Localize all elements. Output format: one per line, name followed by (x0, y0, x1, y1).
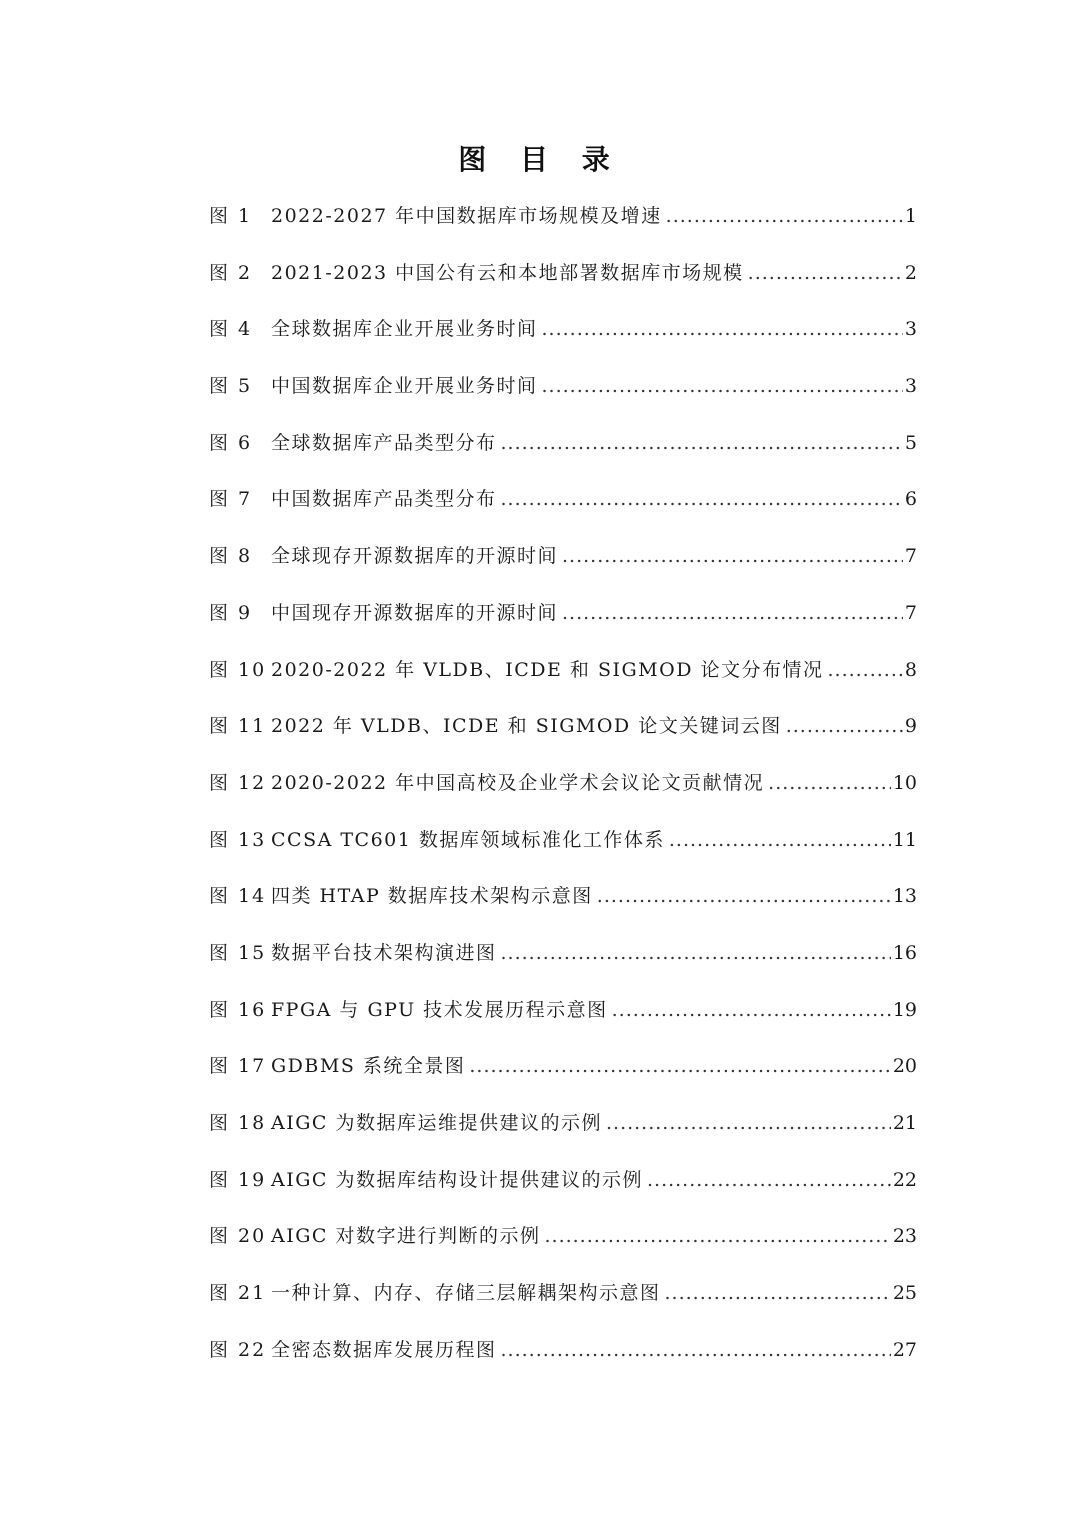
figure-number: 图 8 (209, 545, 253, 568)
figure-title: AIGC 为数据库结构设计提供建议的示例 (271, 1168, 643, 1191)
figure-number: 图 4 (209, 318, 253, 341)
figure-number: 图 7 (209, 488, 253, 511)
toc-entry[interactable] (209, 642, 917, 699)
toc-entry[interactable] (209, 812, 917, 869)
figure-title: 一种计算、内存、存储三层解耦架构示意图 (271, 1282, 661, 1305)
page-number: 2 (904, 261, 917, 284)
dot-leader (669, 812, 891, 869)
dot-leader (501, 1322, 891, 1379)
page-number: 3 (904, 318, 917, 341)
page-number: 23 (892, 1225, 917, 1248)
toc-entry[interactable] (209, 1265, 917, 1322)
page-number: 21 (892, 1112, 917, 1134)
toc-entry[interactable] (209, 1322, 917, 1379)
toc-entry[interactable] (209, 358, 917, 415)
figure-title: 全球数据库产品类型分布 (271, 431, 497, 454)
toc-entry[interactable] (209, 471, 917, 528)
figure-number: 图 16 (209, 998, 267, 1021)
toc-entry[interactable] (209, 755, 917, 812)
dot-leader (501, 925, 891, 982)
figure-title: CCSA TC601 数据库领域标准化工作体系 (271, 828, 665, 851)
toc-entry[interactable] (209, 698, 917, 755)
figure-title: 中国数据库企业开展业务时间 (271, 375, 538, 398)
dot-leader (827, 642, 902, 699)
page-number: 11 (892, 828, 917, 851)
dot-leader (562, 528, 903, 585)
dot-leader (612, 982, 891, 1039)
toc-entry[interactable] (209, 1095, 917, 1152)
page-number: 5 (904, 431, 917, 454)
dot-leader (665, 1265, 891, 1322)
toc-entry[interactable] (209, 1152, 917, 1209)
figure-number: 图 17 (209, 1055, 267, 1078)
figure-title: 2021-2023 中国公有云和本地部署数据库市场规模 (271, 261, 744, 284)
figure-number: 图 2 (209, 261, 253, 284)
dot-leader (748, 245, 903, 302)
figure-number: 图 9 (209, 601, 253, 624)
figure-title: FPGA 与 GPU 技术发展历程示意图 (271, 998, 608, 1021)
page-number: 7 (904, 601, 917, 624)
figure-list (209, 188, 917, 1378)
figure-number: 图 12 (209, 771, 267, 794)
figure-title: 全密态数据库发展历程图 (271, 1338, 497, 1361)
page-number: 13 (892, 885, 917, 908)
toc-entry[interactable] (209, 868, 917, 925)
page-number: 22 (892, 1168, 917, 1191)
figure-number: 图 21 (209, 1282, 267, 1305)
dot-leader (542, 301, 903, 358)
figure-number: 图 11 (209, 715, 267, 738)
dot-leader (562, 585, 903, 642)
figure-title: 数据平台技术架构演进图 (271, 941, 497, 964)
page-number: 19 (892, 998, 917, 1021)
toc-entry[interactable] (209, 1208, 917, 1265)
figure-number: 图 5 (209, 375, 253, 398)
page-number: 20 (892, 1055, 917, 1078)
figure-number: 图 18 (209, 1112, 267, 1134)
dot-leader (606, 1095, 891, 1152)
figure-number: 图 1 (209, 205, 253, 227)
toc-entry[interactable] (209, 925, 917, 982)
figure-number: 图 14 (209, 885, 267, 908)
figure-number: 图 15 (209, 941, 267, 964)
toc-entry[interactable] (209, 1038, 917, 1095)
figure-title: 全球数据库企业开展业务时间 (271, 318, 538, 341)
dot-leader (768, 755, 891, 812)
figure-title: 四类 HTAP 数据库技术架构示意图 (271, 885, 593, 908)
page-number: 8 (904, 658, 917, 681)
figure-number: 图 19 (209, 1168, 267, 1191)
page-number: 10 (892, 771, 917, 794)
page-number: 16 (892, 941, 917, 964)
dot-leader (542, 358, 903, 415)
page-number: 7 (904, 545, 917, 568)
figure-title: AIGC 为数据库运维提供建议的示例 (271, 1112, 602, 1134)
page-number: 27 (892, 1338, 917, 1361)
figure-title: 2020-2022 年中国高校及企业学术会议论文贡献情况 (271, 771, 765, 794)
toc-entry[interactable] (209, 415, 917, 472)
dot-leader (544, 1208, 890, 1265)
toc-entry[interactable] (209, 188, 917, 245)
toc-entry[interactable] (209, 585, 917, 642)
figure-title: 全球现存开源数据库的开源时间 (271, 545, 559, 568)
figure-title: GDBMS 系统全景图 (271, 1055, 466, 1078)
figure-number: 图 20 (209, 1225, 267, 1248)
figure-title: AIGC 对数字进行判断的示例 (271, 1225, 541, 1248)
page-number: 1 (904, 205, 917, 227)
figure-title: 中国数据库产品类型分布 (271, 488, 497, 511)
figure-number: 图 22 (209, 1338, 267, 1361)
dot-leader (469, 1038, 890, 1095)
figure-number: 图 6 (209, 431, 253, 454)
dot-leader (666, 188, 903, 245)
toc-entry[interactable] (209, 982, 917, 1039)
page-number: 6 (904, 488, 917, 511)
figure-number: 图 13 (209, 828, 267, 851)
figure-title: 2022-2027 年中国数据库市场规模及增速 (271, 205, 662, 227)
dot-leader (501, 415, 903, 472)
toc-entry[interactable] (209, 245, 917, 302)
toc-entry[interactable] (209, 301, 917, 358)
dot-leader (786, 698, 903, 755)
figure-title: 2020-2022 年 VLDB、ICDE 和 SIGMOD 论文分布情况 (271, 658, 824, 681)
dot-leader (647, 1152, 891, 1209)
dot-leader (597, 868, 891, 925)
page-number: 3 (904, 375, 917, 398)
page-number: 25 (892, 1282, 917, 1305)
page-number: 9 (904, 715, 917, 738)
figure-title: 中国现存开源数据库的开源时间 (271, 601, 559, 624)
toc-entry[interactable] (209, 528, 917, 585)
page-title: 图 目 录 (458, 143, 622, 176)
figure-title: 2022 年 VLDB、ICDE 和 SIGMOD 论文关键词云图 (271, 715, 782, 738)
figure-number: 图 10 (209, 658, 267, 681)
dot-leader (501, 471, 903, 528)
